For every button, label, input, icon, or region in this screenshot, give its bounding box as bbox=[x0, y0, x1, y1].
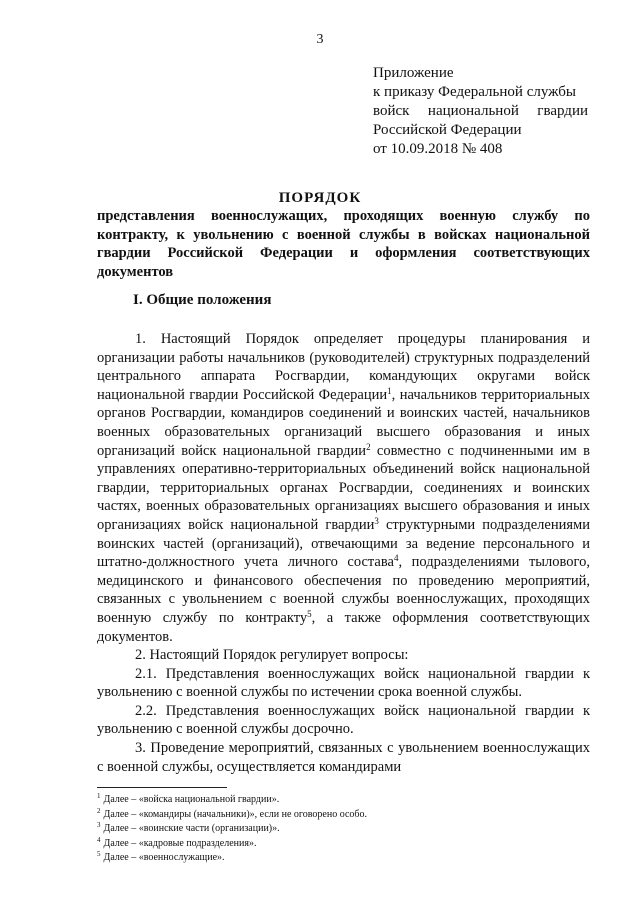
footnote-text: Далее – «военнослужащие». bbox=[103, 852, 225, 863]
paragraph-text: структурными подразделениями воинских частей (организаций), отвечающими за ведение персонального и штатно-должностного учета личного состава bbox=[97, 516, 590, 571]
footnote bbox=[97, 808, 590, 823]
footnote-text: Далее – «кадровые подразделения». bbox=[103, 837, 257, 849]
footnote bbox=[97, 822, 590, 837]
paragraph-2: 2. Настоящий Порядок регулирует вопросы: bbox=[135, 647, 409, 664]
footnote-ref: 4 bbox=[393, 553, 399, 564]
paragraph-1 bbox=[97, 330, 590, 646]
paragraph-text: , подразделениями тылового, медицинского и финансового обеспечения по проведению мероприятий, связанных с увольнением с военной службы военнослужащих, проходящих военную службу по контракту bbox=[97, 554, 590, 626]
footnote-ref: 2 bbox=[366, 441, 371, 452]
footnote bbox=[97, 837, 590, 852]
footnote-ref: 5 bbox=[307, 608, 312, 619]
appendix-line: Приложение bbox=[373, 65, 454, 81]
paragraph-text: , начальников территориальных органов Росгвардии, командиров соединений и воинских частей, начальников военных образовательных организаций высшего образования и иных организаций войск национальной гвардии bbox=[97, 386, 590, 459]
paragraph-text: , а также оформления соответствующих документов. bbox=[97, 609, 591, 645]
appendix-block bbox=[373, 64, 588, 159]
footnote-number: 1 bbox=[97, 792, 101, 800]
paragraph-2-2: 2.2. Представления военнослужащих войск национальной гвардии к увольнению с военной службы досрочно. bbox=[97, 702, 590, 738]
document-body bbox=[97, 330, 590, 776]
document-title: ПОРЯДОК bbox=[278, 190, 362, 206]
footnote bbox=[97, 851, 590, 866]
appendix-line: к приказу Федеральной службы bbox=[373, 84, 577, 100]
footnote-text: Далее – «воинские части (организации)». bbox=[103, 823, 280, 834]
paragraph-text: совместно с подчиненными им в управлениях оперативно-территориальных объединений войск национальной гвардии, территориальных органах Росгвардии, соединениях и воинских частях, военных образовательных организациях высшего образования и иных организациях войск национальной гвардии bbox=[97, 442, 591, 533]
appendix-line: войск национальной гвардии bbox=[373, 103, 588, 119]
footnote-number: 3 bbox=[97, 821, 101, 829]
footnote-ref: 3 bbox=[374, 515, 379, 526]
footnote-text: Далее – «войска национальной гвардии». bbox=[103, 794, 280, 805]
footnote-number: 2 bbox=[97, 806, 101, 815]
footnotes bbox=[97, 793, 590, 866]
footnote bbox=[97, 793, 590, 808]
document-subtitle: представления военнослужащих, проходящих военную службу по контракту, к увольнению с военной службы в войсках национальной гвардии Российской Федерации и оформления соответствующих документов bbox=[97, 208, 590, 280]
paragraph-2-1: 2.1. Представления военнослужащих войск национальной гвардии к увольнению с военной службы по истечении срока военной службы. bbox=[97, 665, 590, 701]
paragraph-text: 1. Настоящий Порядок определяет процедуры планирования и организации работы начальников (руководителей) структурных подразделений центрального аппарата Росгвардии, командующих округами войск национальной гвардии Российской Федерации bbox=[97, 331, 590, 403]
paragraph-3: 3. Проведение мероприятий, связанных с увольнением военнослужащих с военной службы, осуществляется командирами bbox=[97, 740, 590, 775]
footnote-ref: 1 bbox=[387, 385, 392, 396]
appendix-line: Российской Федерации bbox=[373, 122, 522, 138]
footnote-divider bbox=[97, 787, 227, 788]
footnote-number: 4 bbox=[97, 835, 101, 844]
footnote-number: 5 bbox=[97, 850, 101, 858]
appendix-line: от 10.09.2018 № 408 bbox=[373, 141, 503, 157]
section-heading: I. Общие положения bbox=[133, 292, 272, 308]
page-number: 3 bbox=[316, 32, 324, 47]
footnote-text: Далее – «командиры (начальники)», если не оговорено особо. bbox=[103, 808, 367, 820]
